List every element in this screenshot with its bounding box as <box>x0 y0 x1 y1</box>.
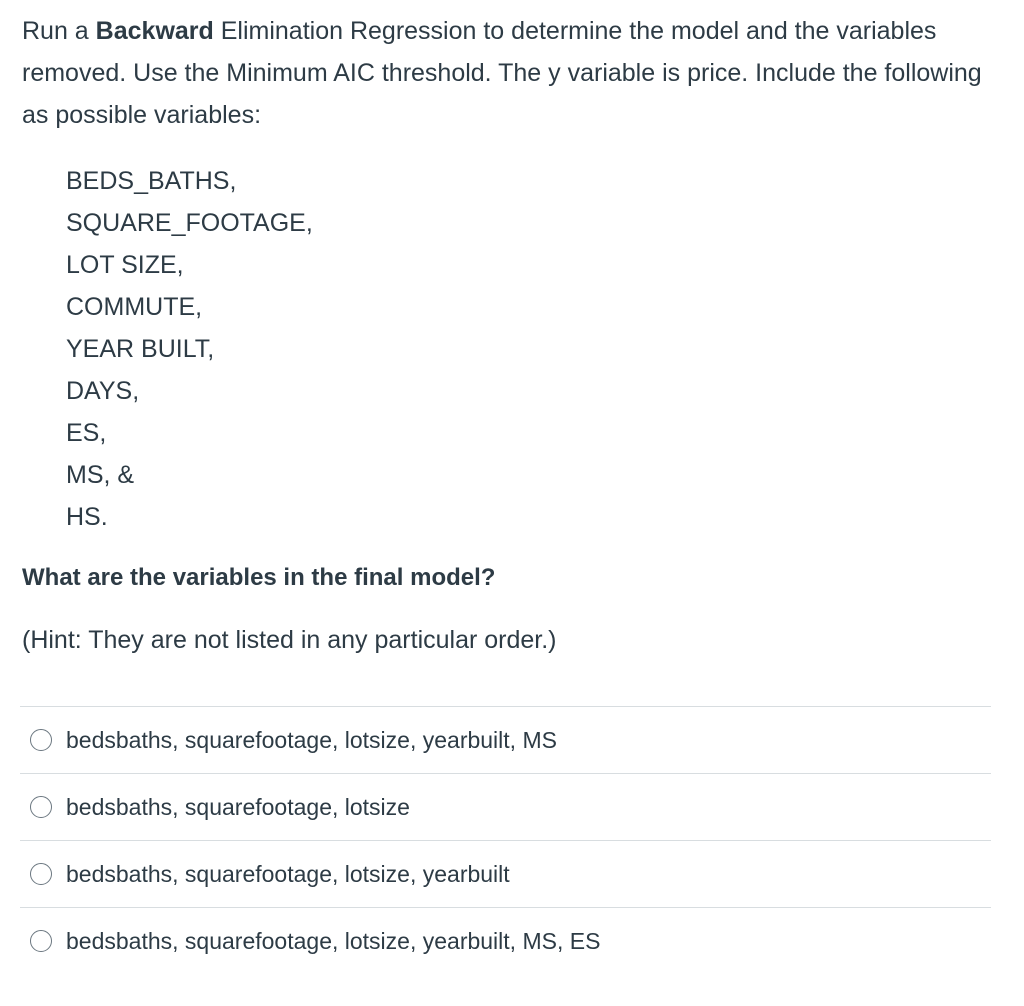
radio-button[interactable] <box>30 863 52 885</box>
variable-item: COMMUTE, <box>66 293 203 321</box>
answer-label[interactable]: bedsbaths, squarefootage, lotsize, yearbuilt <box>66 860 510 887</box>
variable-item: MS, & <box>66 461 135 489</box>
intro-run-text: Run a <box>22 17 96 45</box>
answer-label[interactable]: bedsbaths, squarefootage, lotsize, yearbuilt, MS, ES <box>66 927 601 954</box>
radio-button[interactable] <box>30 729 52 751</box>
variable-item: ES, <box>66 419 107 447</box>
radio-button[interactable] <box>30 796 52 818</box>
answer-option-2[interactable] <box>20 774 991 841</box>
answer-label[interactable]: bedsbaths, squarefootage, lotsize <box>66 793 410 820</box>
question-intro <box>22 10 982 136</box>
intro-rest-text: Elimination Regression to determine the model and the variables removed. Use the Minimum AIC threshold. The y variable is price. Include the following as possible variables: <box>22 17 982 129</box>
variable-item: BEDS_BATHS, <box>66 167 237 195</box>
answer-option-3[interactable] <box>20 841 991 908</box>
answer-label[interactable]: bedsbaths, squarefootage, lotsize, yearbuilt, MS <box>66 726 557 753</box>
radio-button[interactable] <box>30 930 52 952</box>
answer-option-1[interactable] <box>20 707 991 774</box>
question-prompt: What are the variables in the final model? <box>22 564 496 591</box>
variable-list <box>66 160 982 538</box>
variable-item: SQUARE_FOOTAGE, <box>66 209 313 237</box>
variable-item: HS. <box>66 503 108 531</box>
question-hint: (Hint: They are not listed in any particular order.) <box>22 626 557 654</box>
variable-item: LOT SIZE, <box>66 251 184 279</box>
answer-option-4[interactable] <box>20 908 991 974</box>
intro-bold-text: Backward <box>95 17 214 45</box>
answer-list <box>20 706 991 974</box>
question-body <box>22 10 982 656</box>
variable-item: DAYS, <box>66 377 140 405</box>
variable-item: YEAR BUILT, <box>66 335 215 363</box>
